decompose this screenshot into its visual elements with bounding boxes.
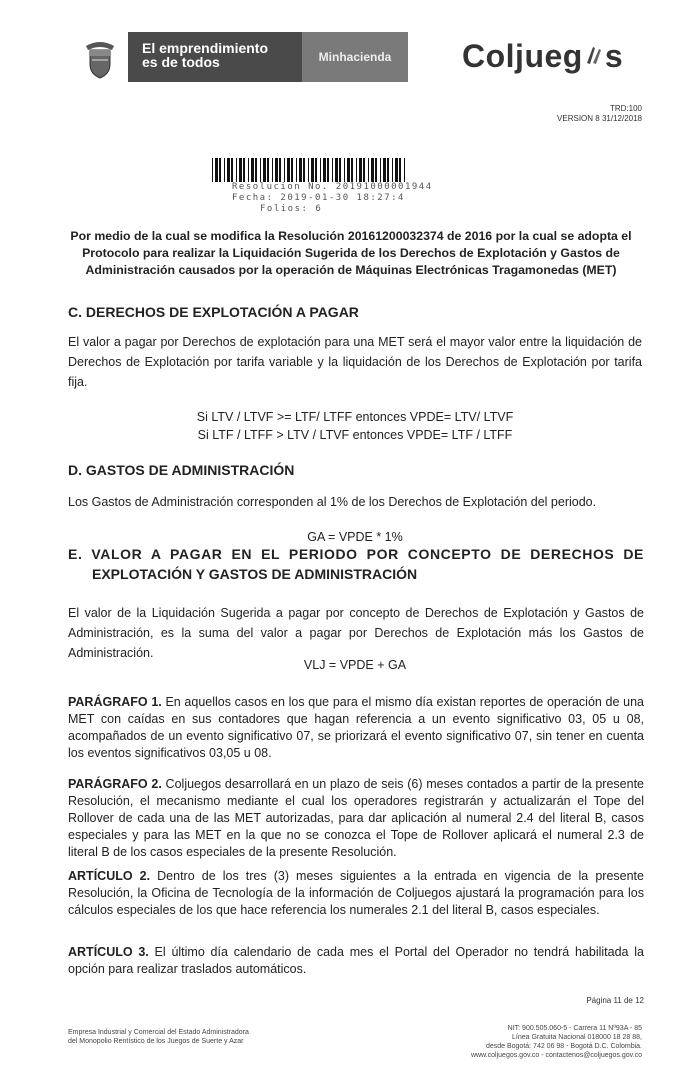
- trd-code: TRD:100: [609, 104, 642, 113]
- articulo-2: [68, 868, 644, 919]
- footer-right-line-4: www.coljuegos.gov.co - contactenos@coljuegos.gov.co: [470, 1052, 642, 1059]
- logo-text-left: Coljueg: [462, 38, 583, 74]
- ministry-label: Minhacienda: [302, 32, 408, 82]
- footer-right-line-3: desde Bogotá: 742 06 98 - Bogotá D.C. Colombia.: [485, 1043, 642, 1050]
- colombia-coat-of-arms-icon: [78, 36, 122, 80]
- page-number: Página 11 de 12: [586, 996, 644, 1005]
- section-e-heading-2: EXPLOTACIÓN Y GASTOS DE ADMINISTRACIÓN: [92, 566, 418, 582]
- articulo-3: [68, 944, 644, 978]
- filing-date: Fecha: 2019-01-30 18:27:4: [232, 193, 405, 203]
- footer-left: [68, 1028, 249, 1046]
- logo-swoosh-icon: [583, 38, 605, 75]
- articulo-3-text: El último día calendario de cada mes el Portal del Operador no tendrá habilitada la opción para realizar traslados automáticos.: [68, 945, 644, 976]
- section-c-formula-2: Si LTF / LTFF > LTV / LTVF entonces VPDE= LTF / LTFF: [197, 428, 513, 442]
- logo-text-right: s: [604, 38, 624, 74]
- footer-right-line-1: NIT: 900.505.060-5 - Carrera 11 Nº93A - 85: [507, 1025, 642, 1032]
- section-e-formula: VLJ = VPDE + GA: [303, 658, 407, 672]
- section-e-body: El valor de la Liquidación Sugerida a pagar por concepto de Derechos de Explotación y Gastos de Administración, es la suma del valor a pagar por Derechos de Explotación más los Gastos de Administración.: [68, 606, 644, 660]
- barcode: [212, 158, 408, 182]
- articulo-3-label: ARTÍCULO 3.: [68, 945, 149, 959]
- government-banner: [128, 32, 408, 82]
- articulo-2-label: ARTÍCULO 2.: [68, 869, 151, 883]
- slogan: [142, 41, 268, 69]
- coljuegos-logo: [462, 38, 623, 75]
- version-code: VERSION 8 31/12/2018: [557, 114, 642, 123]
- section-c-heading: C. DERECHOS DE EXPLOTACIÓN A PAGAR: [68, 304, 359, 320]
- slogan-line-2: es de todos: [142, 54, 220, 70]
- section-e-heading-1: E. VALOR A PAGAR EN EL PERIODO POR CONCEPTO DE DERECHOS DE: [68, 546, 644, 562]
- document-title: Por medio de la cual se modifica la Resolución 20161200032374 de 2016 por la cual se adopta el Protocolo para realizar la Liquidación Sugerida de los Derechos de Explotación y Gastos de Administración causados por la operación de Máquinas Electrónicas Tragamonedas (MET): [70, 229, 632, 277]
- filing-stamp: [232, 182, 433, 215]
- paragrafo-2: [68, 776, 644, 861]
- section-d-heading: D. GASTOS DE ADMINISTRACIÓN: [68, 462, 295, 478]
- section-d-body: Los Gastos de Administración corresponden al 1% de los Derechos de Explotación del periodo.: [68, 495, 597, 509]
- footer-left-line-2: del Monopolio Rentístico de los Juegos de Suerte y Azar: [68, 1038, 244, 1045]
- folios: Folios: 6: [260, 204, 323, 214]
- articulo-2-text: Dentro de los tres (3) meses siguientes a la entrada en vigencia de la presente Resolución, la Oficina de Tecnología de la información de Coljuegos ajustará la programación para los cálculos especiales de los que hace referencia los numerales 2.1 del literal B, casos especiales.: [68, 869, 644, 917]
- resolution-number: Resolucion No. 20191000001944: [232, 182, 433, 192]
- document-version: [557, 104, 642, 124]
- paragrafo-1: [68, 694, 644, 762]
- section-c-body: El valor a pagar por Derechos de explotación para una MET será el mayor valor entre la liquidación de Derechos de Explotación por tarifa variable y la liquidación de los Derechos de Explotación por tarifa fija.: [68, 335, 642, 389]
- slogan-line-1: El emprendimiento: [142, 40, 269, 56]
- section-d-formula: GA = VPDE * 1%: [307, 530, 403, 544]
- paragrafo-2-label: PARÁGRAFO 2.: [68, 777, 162, 791]
- paragrafo-2-text: Coljuegos desarrollará en un plazo de seis (6) meses contados a partir de la presente Resolución, el mecanismo mediante el cual los operadores registrarán y actualizarán el Tope del Rollover de cada una de las MET autorizadas, para dar aplicación al numeral 2.4 del literal B, casos especiales y para las MET en la que no se conozca el Tope de Rollover aplicará el numeral 2.3 de literal B de los casos especiales de la presente Resolución.: [68, 777, 645, 859]
- footer-left-line-1: Empresa Industrial y Comercial del Estado Administradora: [68, 1029, 249, 1036]
- footer-right-line-2: Línea Gratuita Nacional 018000 18 28 88,: [512, 1034, 642, 1041]
- footer-right: [471, 1024, 642, 1060]
- paragrafo-1-label: PARÁGRAFO 1.: [68, 695, 162, 709]
- section-c-formula-1: Si LTV / LTVF >= LTF/ LTFF entonces VPDE= LTV/ LTVF: [196, 410, 514, 424]
- paragrafo-1-text: En aquellos casos en los que para el mismo día existan reportes de operación de una MET con caídas en sus contadores que hagan referencia a un evento significativo 03, 05 u 08, acompañados de un evento significativo 07, se priorizará el evento significativo 07, sin tener en cuenta los eventos significativos 03,05 u 08.: [68, 695, 644, 760]
